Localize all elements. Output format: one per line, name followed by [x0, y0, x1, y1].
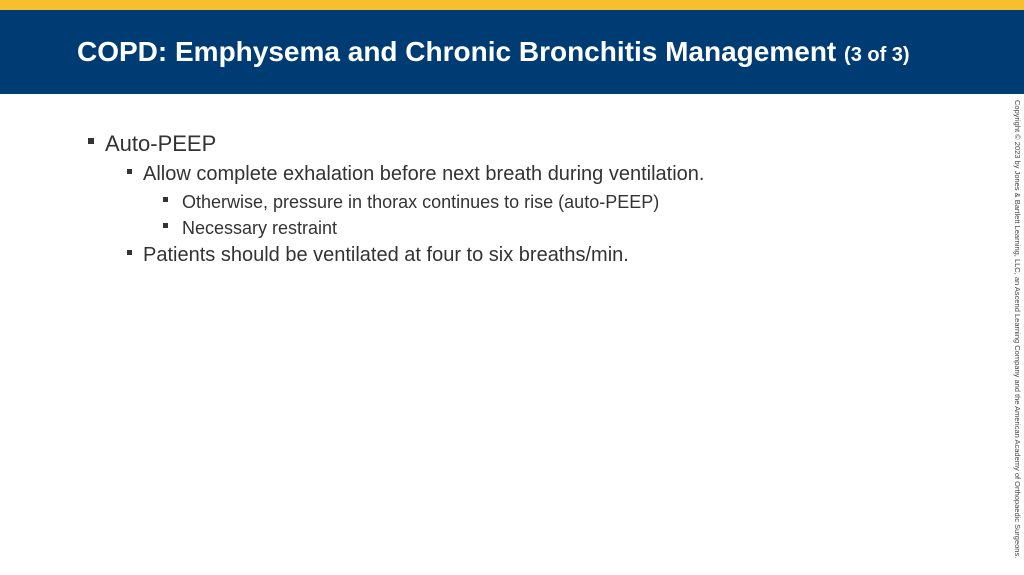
bullet-item-level1	[88, 131, 216, 157]
bullet-square-icon	[163, 223, 168, 228]
bullet-text: Auto-PEEP	[105, 131, 217, 156]
bullet-item-level2	[127, 162, 704, 186]
bullet-square-icon	[127, 169, 132, 174]
bullet-text: Patients should be ventilated at four to six breaths/min.	[143, 244, 629, 266]
bullet-item-level3	[163, 217, 337, 239]
slide-title	[77, 36, 910, 71]
copyright-text: Copyright © 2023 by Jones & Bartlett Learning, LLC, an Ascend Learning Company and the American Academy of Orthopaedic Surgeons.	[1013, 100, 1022, 559]
slide-header	[0, 10, 1024, 94]
bullet-item-level2	[127, 243, 629, 267]
bullet-text: Otherwise, pressure in thorax continues to rise (auto-PEEP)	[182, 192, 660, 212]
bullet-square-icon	[163, 197, 168, 202]
bullet-square-icon	[127, 250, 132, 255]
slide-title-text: COPD: Emphysema and Chronic Bronchitis Management	[77, 36, 837, 67]
bullet-square-icon	[88, 138, 94, 144]
slide-title-part: (3 of 3)	[844, 44, 910, 66]
copyright-notice	[1012, 100, 1022, 560]
bullet-item-level3	[163, 191, 659, 213]
bullet-text: Necessary restraint	[182, 218, 338, 238]
bullet-text: Allow complete exhalation before next breath during ventilation.	[143, 163, 705, 185]
accent-stripe	[0, 0, 1024, 10]
